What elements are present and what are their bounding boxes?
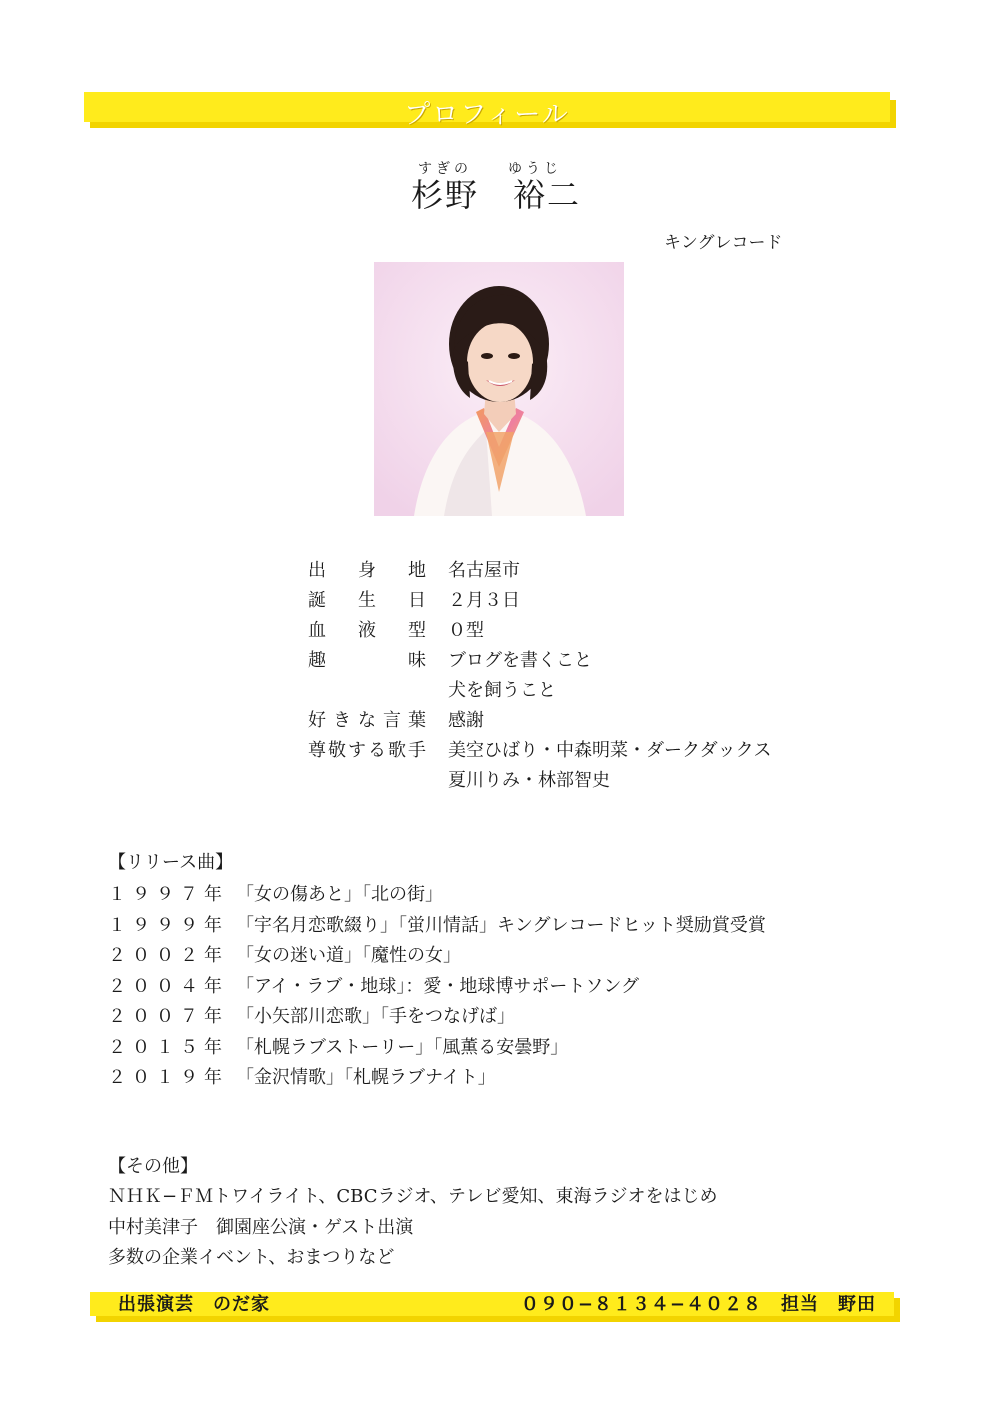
profile-value: 犬を飼うこと — [448, 680, 556, 701]
profile-row-blood-type — [308, 616, 771, 646]
title-banner — [84, 92, 890, 130]
profile-key: 趣味 — [308, 650, 426, 671]
others-list — [108, 1182, 718, 1274]
release-year: ２０１５年 — [108, 1036, 228, 1058]
profile-row-respected-singers-cont — [308, 766, 771, 796]
release-item — [108, 1063, 766, 1094]
release-year: １９９７年 — [108, 884, 228, 905]
artist-name: 杉野 裕二 — [410, 176, 581, 214]
release-year: ２００２年 — [108, 945, 228, 966]
furigana-given: ゆうじ — [508, 161, 562, 177]
release-title: 「金沢情歌」「札幌ラブナイト」 — [236, 1067, 496, 1088]
profile-row-respected-singers — [308, 736, 771, 766]
release-title: 「女の迷い道」「魔性の女」 — [236, 945, 461, 966]
profile-value: 美空ひばり・中森明菜・ダークダックス — [448, 740, 772, 761]
agency-name: 出張演芸 のだ家 — [118, 1294, 270, 1315]
profile-key: 誕生日 — [308, 590, 426, 611]
contact-phone: ０９０−８１３４−４０２８ 担当 野田 — [520, 1294, 876, 1315]
others-heading: 【その他】 — [108, 1156, 198, 1177]
release-list — [108, 880, 766, 1094]
profile-key: 尊敬する歌手 — [308, 740, 426, 761]
release-year: １９９９年 — [108, 914, 228, 936]
furigana-family: すぎの — [418, 161, 472, 177]
profile-value: ２月３日 — [448, 590, 520, 611]
releases-heading: 【リリース曲】 — [108, 852, 234, 873]
release-item — [108, 880, 766, 911]
release-title: 「女の傷あと」「北の街」 — [236, 884, 443, 905]
release-year: ２００７年 — [108, 1006, 228, 1027]
release-item — [108, 1033, 766, 1064]
release-year: ２０１９年 — [108, 1067, 228, 1088]
others-line: 多数の企業イベント、おまつりなど — [108, 1247, 395, 1268]
contact-banner — [90, 1292, 894, 1316]
record-label: キングレコード — [664, 233, 783, 253]
profile-key: 血液型 — [308, 620, 426, 641]
artist-photo — [374, 262, 624, 516]
profile-key: 出身地 — [308, 560, 426, 581]
release-item — [108, 972, 766, 1003]
release-title: 「アイ・ラブ・地球」：愛・地球博サポートソング — [236, 975, 640, 997]
profile-row-hobby-cont — [308, 676, 771, 706]
release-title: 「小矢部川恋歌」「手をつなげば」 — [236, 1006, 515, 1027]
release-item — [108, 1002, 766, 1033]
others-line: 中村美津子 御園座公演・ゲスト出演 — [108, 1216, 414, 1238]
profile-info — [308, 556, 771, 796]
profile-value: 感謝 — [448, 710, 484, 731]
profile-key: 好きな言葉 — [308, 710, 426, 731]
profile-row-favorite-word — [308, 706, 771, 736]
profile-value: ０型 — [448, 620, 484, 641]
release-title: 「札幌ラブストーリー」「風薫る安曇野」 — [236, 1036, 569, 1058]
profile-row-birthday — [308, 586, 771, 616]
profile-value: ブログを書くこと — [448, 650, 592, 671]
profile-value: 名古屋市 — [448, 560, 520, 581]
others-line: ＮＨＫ−ＦＭトワイライト、CBCラジオ、テレビ愛知、東海ラジオをはじめ — [108, 1186, 718, 1207]
release-title: 「宇名月恋歌綴り」「蛍川情話」キングレコードヒット奨励賞受賞 — [236, 914, 766, 936]
release-item — [108, 911, 766, 942]
profile-row-hometown — [308, 556, 771, 586]
profile-value: 夏川りみ・林部智史 — [448, 770, 610, 791]
release-year: ２００４年 — [108, 975, 228, 997]
release-item — [108, 941, 766, 972]
profile-row-hobby — [308, 646, 771, 676]
banner-title: プロフィール — [404, 100, 570, 130]
